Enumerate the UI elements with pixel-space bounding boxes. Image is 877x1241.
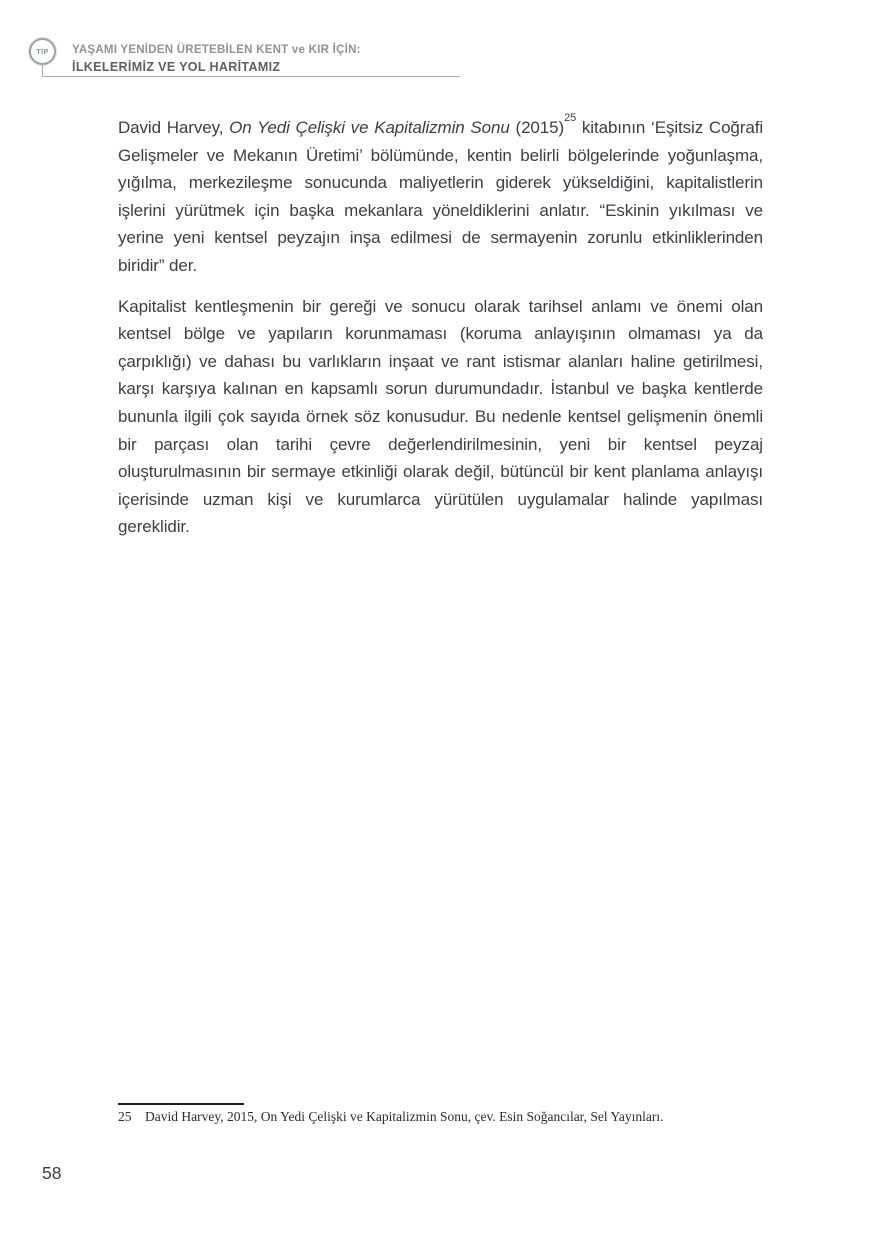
page-number: 58 <box>42 1163 62 1183</box>
tip-party-logo-icon <box>29 38 56 65</box>
paragraph-1 <box>118 114 763 280</box>
paragraph-1-rest: kitabının ‘Eşitsiz Coğrafi Gelişmeler ve Mekanın Üretimi’ bölümünde, kentin belirli bölgelerinde yoğunlaşma, yığılma, merkezileşme sonucunda maliyetlerin giderek yükseldiğini, kapitalistlerin işlerini yürütmek için başka mekanlara yöneldiklerini anlatır. “Eskinin yıkılması ve yerine yeni kentsel peyzajın inşa edilmesi de sermayenin zorunlu etkinliklerinden biridir” der. <box>118 118 763 275</box>
footnote-reference: 25 <box>564 112 577 125</box>
footnote-number: 25 <box>118 1109 132 1124</box>
footnote-rule <box>118 1103 244 1105</box>
header-rule <box>42 63 460 77</box>
paragraph-1-year: (2015) <box>509 118 565 137</box>
book-title: On Yedi Çelişki ve Kapitalizmin Sonu <box>229 118 510 137</box>
logo-text: TİP <box>36 47 49 56</box>
header-line-1: YAŞAMI YENİDEN ÜRETEBİLEN KENT ve KIR İÇİN: <box>72 44 361 56</box>
footnote <box>118 1108 738 1126</box>
footnote-text: David Harvey, 2015, On Yedi Çelişki ve Kapitalizmin Sonu, çev. Esin Soğancılar, Sel Yayınları. <box>145 1109 664 1124</box>
paragraph-1-lead: David Harvey, <box>118 118 230 137</box>
header-line-2: İLKELERİMİZ VE YOL HARİTAMIZ <box>72 60 281 74</box>
paragraph-2: Kapitalist kentleşmenin bir gereği ve sonucu olarak tarihsel anlamı ve önemi olan kentsel bölge ve yapıların korunmaması (koruma anlayışının olmaması ya da çarpıklığı) ve dahası bu varlıkların inşaat ve rant istismar alanları haline getirilmesi, karşı karşıya kalınan en kapsamlı sorun durumundadır. İstanbul ve başka kentlerde bununla ilgili çok sayıda örnek söz konusudur. Bu nedenle kentsel gelişmenin önemli bir parçası olan tarihi çevre değerlendirilmesinin, yeni bir kentsel peyzaj oluşturulmasının bir sermaye etkinliği olarak değil, bütüncül bir kent planlama anlayışı içerisinde uzman kişi ve kurumlarca yürütülen uygulamalar halinde yapılması gereklidir. <box>118 296 763 537</box>
body-text <box>118 114 763 554</box>
